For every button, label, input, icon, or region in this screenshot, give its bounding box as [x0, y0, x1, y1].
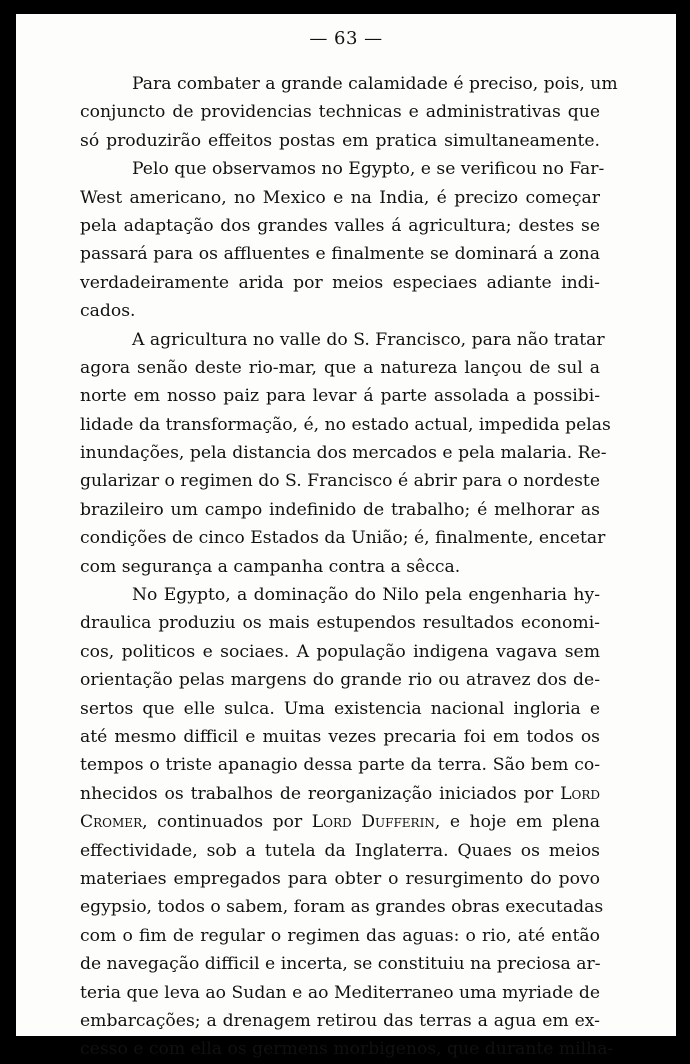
- text-line: Cromer, continuados por Lord Dufferin, e hoje em plena: [80, 812, 600, 833]
- body-text: [80, 70, 618, 1064]
- text-line: nhecidos os trabalhos de reorganização iniciados por Lord: [80, 783, 600, 804]
- text-line: inundações, pela distancia dos mercados e pela malaria. Re-: [80, 443, 607, 464]
- paragraph-2: [80, 155, 605, 325]
- text-line: gularizar o regimen do S. Francisco é abrir para o nordeste: [80, 471, 600, 492]
- paragraph-4: [80, 581, 614, 1064]
- text-line: draulica produziu os mais estupendos resultados economi-: [80, 613, 600, 634]
- text-line: teria que leva ao Sudan e ao Mediterraneo uma myriade de: [80, 982, 600, 1003]
- text-line: até mesmo difficil e muitas vezes precaria foi em todos os: [80, 726, 600, 747]
- text-line: embarcações; a drenagem retirou das terras a agua em ex-: [80, 1010, 600, 1031]
- text-line: com segurança a campanha contra a sêcca.: [80, 556, 461, 577]
- text-line: cesso e com ella os germens morbigenos, que durante milha-: [80, 1039, 614, 1060]
- text-line: No Egypto, a dominação do Nilo pela engenharia hy-: [132, 585, 600, 606]
- page-number: — 63 —: [309, 28, 383, 49]
- text-line: egypsio, todos o sabem, foram as grandes obras executadas: [80, 897, 604, 918]
- text-line: lidade da transformação, é, no estado actual, impedida pelas: [80, 414, 611, 435]
- text-line: pela adaptação dos grandes valles á agricultura; destes se: [80, 215, 600, 236]
- text-line: com o fim de regular o regimen das aguas: o rio, até então: [80, 925, 600, 946]
- text-line: de navegação difficil e incerta, se constituiu na preciosa ar-: [80, 954, 601, 975]
- text-line: materiaes empregados para obter o resurgimento do povo: [80, 868, 600, 889]
- text-line: A agricultura no valle do S. Francisco, para não tratar: [132, 329, 605, 350]
- text-line: West americano, no Mexico e na India, é precizo começar: [80, 187, 600, 208]
- text-line: passará para os affluentes e finalmente se dominará a zona: [80, 244, 600, 265]
- text-line: sertos que elle sulca. Uma existencia nacional ingloria e: [80, 698, 600, 719]
- text-line: effectividade, sob a tutela da Inglaterra. Quaes os meios: [80, 840, 600, 861]
- text-line: tempos o triste apanagio dessa parte da terra. São bem co-: [80, 755, 600, 776]
- text-line: conjuncto de providencias technicas e administrativas que: [80, 102, 600, 123]
- text-line: brazileiro um campo indefinido de trabalho; é melhorar as: [80, 499, 600, 520]
- text-line: norte em nosso paiz para levar á parte assolada a possibi-: [80, 386, 600, 407]
- text-line: orientação pelas margens do grande rio ou atravez dos de-: [80, 670, 600, 691]
- text-line: agora senão deste rio-mar, que a natureza lançou de sul a: [80, 357, 600, 378]
- paragraph-3: [80, 326, 611, 582]
- text-line: só produzirão effeitos postas em pratica simultaneamente.: [80, 130, 600, 151]
- text-line: verdadeiramente arida por meios especiaes adiante indi-: [80, 272, 600, 293]
- text-line: Pelo que observamos no Egypto, e se verificou no Far-: [132, 159, 605, 180]
- text-line: condições de cinco Estados da União; é, finalmente, encetar: [80, 528, 606, 549]
- text-line: Para combater a grande calamidade é preciso, pois, um: [132, 74, 618, 94]
- text-line: cados.: [80, 301, 136, 322]
- book-page: [16, 14, 676, 1060]
- text-line: cos, politicos e sociaes. A população indigena vagava sem: [80, 641, 600, 662]
- paragraph-1: [80, 70, 618, 155]
